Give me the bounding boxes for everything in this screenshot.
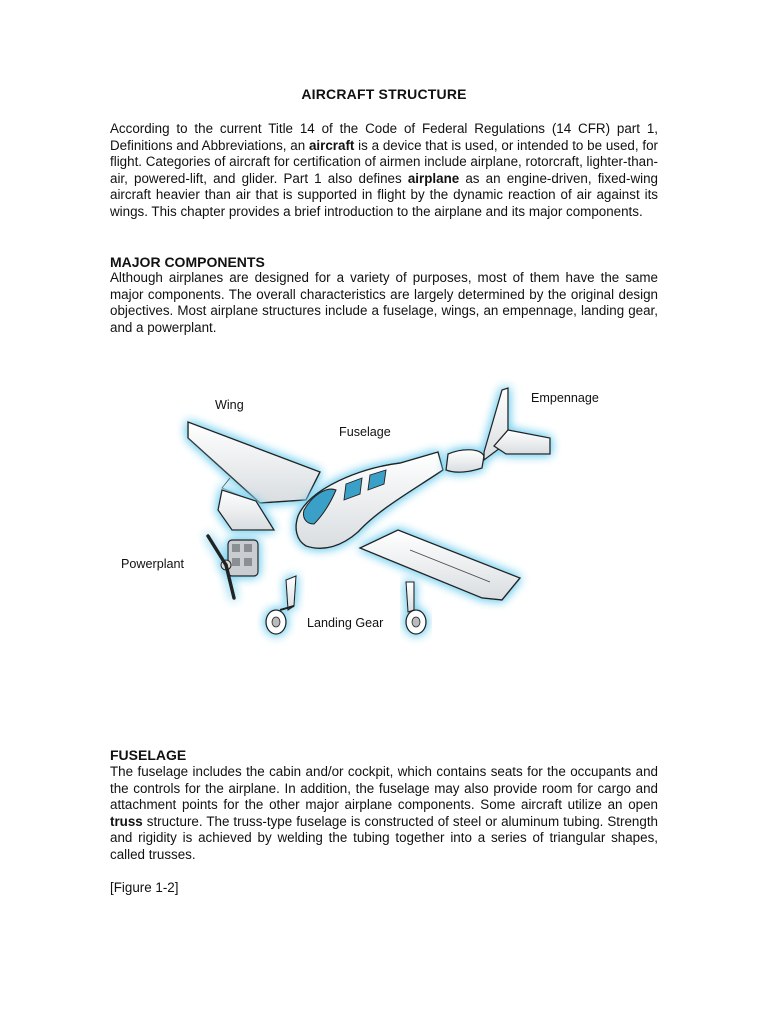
landing-gear-label: Landing Gear	[307, 616, 384, 630]
landing-gear-part-right	[406, 582, 426, 634]
intro-paragraph	[110, 121, 658, 221]
empennage-label: Empennage	[531, 391, 599, 405]
term-aircraft: aircraft	[308, 137, 355, 153]
intro-text-1: According to the current Title 14 of the Code of Federal Regulations (14 CFR) part 1, Definitions and Abbreviations, an	[110, 121, 658, 153]
major-components-heading: MAJOR COMPONENTS	[110, 254, 265, 270]
wing-part	[188, 422, 320, 503]
page-title: AIRCRAFT STRUCTURE	[301, 86, 467, 102]
right-wing-part	[360, 530, 520, 600]
term-airplane: airplane	[407, 170, 460, 186]
term-truss: truss	[110, 813, 143, 829]
powerplant-part	[208, 536, 258, 598]
fuselage-text-2: structure. The truss-type fuselage is constructed of steel or aluminum tubing. Strength and rigidity is achieved by welding the tubing together into a series of triangular shapes, called trusses.	[110, 813, 658, 862]
powerplant-label: Powerplant	[121, 557, 185, 571]
fuselage-part	[296, 452, 443, 548]
figure-reference: [Figure 1-2]	[110, 880, 179, 895]
fuselage-heading: FUSELAGE	[110, 747, 187, 763]
intro-text-2: is a device that is used, or intended to be used, for flight. Categories of aircraft for certification of airmen include airplane, rotorcraft, lighter-than-air, powered-lift, and glider. Part 1 also defines	[110, 137, 658, 186]
landing-gear-part	[266, 576, 296, 634]
major-components-paragraph: Although airplanes are designed for a variety of purposes, most of them have the same major components. The overall characteristics are largely determined by the original design objectives. Most airplane structures include a fuselage, wings, an empennage, landing gear, and a powerplant.	[110, 270, 658, 335]
fuselage-text-1: The fuselage includes the cabin and/or cockpit, which contains seats for the occupants and the controls for the airplane. In addition, the fuselage may also provide room for cargo and attachment points for the other major airplane components. Some aircraft utilize an open	[110, 764, 658, 813]
wing-label: Wing	[215, 398, 244, 412]
intro-text-3: as an engine-driven, fixed-wing aircraft heavier than air that is supported in flight by the dynamic reaction of air against its wings. This chapter provides a brief introduction to the airplane and its major components.	[110, 170, 658, 219]
fuselage-paragraph	[110, 764, 658, 864]
aircraft-components-figure	[110, 360, 658, 650]
fuselage-label: Fuselage	[339, 425, 391, 439]
